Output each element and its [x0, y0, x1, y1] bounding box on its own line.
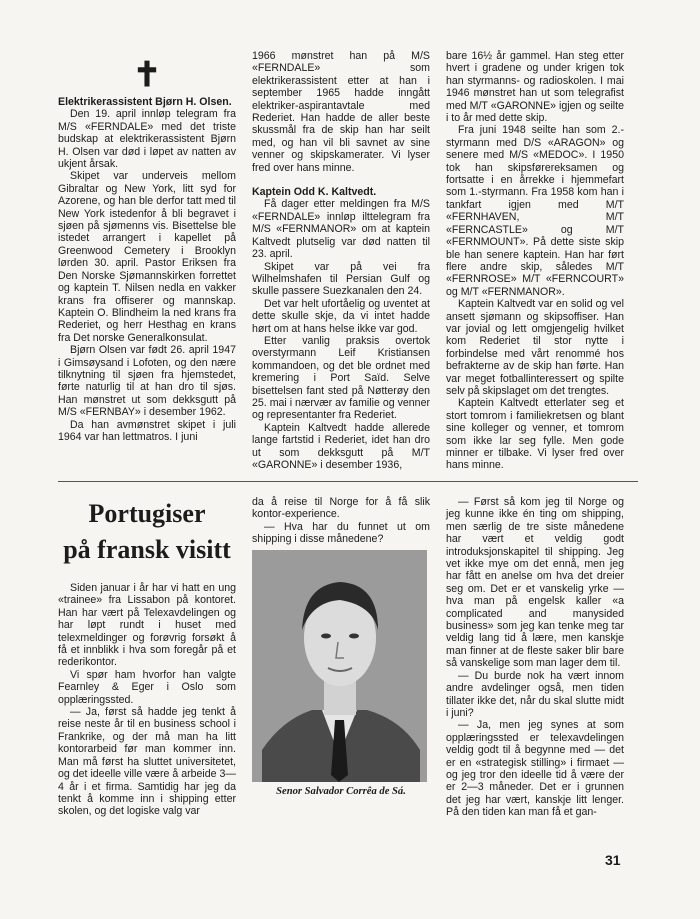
page-number: 31 [605, 852, 621, 868]
paragraph: Skipet var på vei fra Wilhelmshafen til Persian Gulf og skulle passere Suezkanalen den 24. [252, 260, 430, 298]
article-title-line-1: Portugiser [88, 499, 206, 528]
paragraph: — Hva har du funnet ut om shipping i disse månedene? [252, 520, 430, 546]
paragraph: Kaptein Kaltvedt hadde allerede lange fartstid i Rederiet, idet han dro ut som dekksgutt på M/T «GARONNE» i desember 1936, [252, 421, 430, 471]
obituary-column-2 [252, 50, 430, 471]
article-title [58, 496, 236, 568]
article-title-line-2: på fransk visitt [63, 535, 231, 564]
obituary-heading-kaltvedt: Kaptein Odd K. Kaltvedt. [252, 186, 377, 199]
paragraph: Den 19. april innløp telegram fra M/S «FERNDALE» med det triste budskap at elektrikerassistent Bjørn H. Olsen var død i løpet av natten av ukjent årsak. [58, 108, 236, 171]
article-column-1 [58, 490, 236, 818]
paragraph: — Ja, først så hadde jeg tenkt å reise neste år til en business school i Frankrike, og der må man ha litt kontorarbeid før man kommer inn. Man må først ha sluttet universitetet, og det ideelle ville være å arbeide 3—4 år i et firma. Samtidig har jeg da tenkt å komme inn i shipping etter skolen, og det logiske valg var [58, 706, 236, 818]
paragraph: Skipet var underveis mellom Gibraltar og New York, litt syd for Azorene, og han ble derfor tatt med til New York istedenfor å bli begravet i sjøen på sjømenns vis. Bisettelse ble istedet arrangert i kapellet på Greenwood Cemetery i Brooklyn lørden 30. april. Pastor Eriksen fra Den Norske Sjømannskirken forrettet og kaptein T. Nilsen nedla en vakker krans fra offiserer og mannskap. Kaptein O. Blindheim la ned krans fra Rederiet, og herr Hesthag en krans fra Det norske Generalkonsulat. [58, 170, 236, 344]
obituary-column-3 [446, 50, 624, 472]
paragraph: Få dager etter meldingen fra M/S «FERNDALE» innløp ilttelegram fra M/S «FERNMANOR» om at kaptein Kaltvedt plutselig var død natten til 23. april. [252, 198, 430, 261]
cross-icon: ✝ [132, 55, 162, 95]
paragraph: Fra juni 1948 seilte han som 2.-styrmann med D/S «ARAGON» og senere med M/S «MEDOC». I 1950 tok han skipsførereksamen og fortsatte i en årrekke i hjemmefart som 1.-styrmann. Fra 1958 kom han i tankfart igjen med M/T «FERNHAVEN, M/T «FERNCASTLE» og M/T «FERNMOUNT». På dette siste skip ble han senere kaptein. Han har ført flere andre skip, således M/T «FERNROSE» M/T «FERNCOURT» og M/T «FERNMANOR». [446, 124, 624, 298]
paragraph: — Ja, men jeg synes at som opplæringssted er telexavdelingen veldig godt til å begynne med — det er en «strategisk stilling» i firmaet — og jeg tror den ideelle tid å være der er 2—3 måneder. Det er i grunnen det jeg har vært, kanskje litt lenger. På den tiden kan man få et gan- [446, 719, 624, 819]
paragraph: da å reise til Norge for å få slik kontor-experience. [252, 496, 430, 521]
portrait-illustration [252, 550, 427, 782]
paragraph: Vi spør ham hvorfor han valgte Fearnley & Eger i Oslo som opplæringssted. [58, 668, 236, 706]
paragraph: Siden januar i år har vi hatt en ung «trainee» fra Lissabon på kontoret. Han har vært på Telexavdelingen og har løpt rundt i huset med telexmeldinger og forøvrig forsøkt å få et innblikk i hva som foregår på et rederikontor. [58, 582, 236, 669]
paragraph: Kaptein Kaltvedt var en solid og vel ansett sjømann og skipsoffiser. Han var jovial og lett omgjengelig hvilket kom Rederiet til stor nytte i forbindelse med vårt renommé hos befrakterne av de skip han førte. Han var meget fotballinteressert og spilte selv på skipslaget om det trengtes. [446, 298, 624, 397]
paragraph: 1966 mønstret han på M/S «FERNDALE» som elektrikerassistent etter at han i september 1965 hadde inngått elektriker-aspirantavtale med Rederiet. Han hadde de aller beste skussmål fra de skip han har seilt med, og han vil bli savnet av sine venner og skipskamerater. Vi lyser fred over hans minne. [252, 50, 430, 174]
paragraph: Da han avmønstret skipet i juli 1964 var han lettmatros. I juni [58, 418, 236, 443]
paragraph: Etter vanlig praksis overtok overstyrmann Leif Kristiansen kommandoen, og det ble ordnet med kremering i Port Saïd. Selve bisettelsen fant sted på Nøtterøy den 25. mai i nærvær av familie og venner og representanter fra Rederiet. [252, 334, 430, 422]
obituary-heading-olsen: Elektrikerassistent Bjørn H. Olsen. [58, 96, 232, 108]
paragraph: Kaptein Kaltvedt etterlater seg et stort tomrom i familiekretsen og blant sine kolleger og venner, et tomrom som ikke lar seg fylle. Men gode minner er tilbake. Vi lyser fred over hans minne. [446, 397, 624, 472]
paragraph: bare 16½ år gammel. Han steg etter hvert i gradene og under krigen tok han styrmanns- og radioskolen. I mai 1946 mønstret han ut som telegrafist med M/T «GARONNE» igjen og seilte i to år med dette skip. [446, 50, 624, 125]
photo-caption: Senor Salvador Corrêa de Sá. [276, 785, 406, 797]
paragraph: Bjørn Olsen var født 26. april 1947 i Gimsøysand i Lofoten, og den nære tilknytning til sjøen fra hjemstedet, førte naturlig til at han dro til sjøs. Han mønstret ut som dekksgutt på M/S «FERNBAY» i desember 1962. [58, 344, 236, 419]
paragraph: — Du burde nok ha vært innom andre avdelinger også, men tiden tillater ikke det, når du skal slutte midt i juni? [446, 669, 624, 719]
paragraph: Det var helt ufortåelig og uventet at dette skulle skje, da vi intet hadde hørt om at hans helse ikke var god. [252, 297, 430, 335]
paragraph: — Først så kom jeg til Norge og jeg kunne ikke én ting om shipping, men særlig de tre siste månedene har vært et veldig godt introduksjonskapitel til shipping. Jeg vet ikke mye om det ennå, men jeg har fått en anelse om hva det dreier seg om. Det er et vanskelig yrke — hva man på engelsk kaller «a complicated and manysided business» som jeg kan tenke meg tar veldig lang tid å lære, men kanskje man finner at de fleste saker blir bare så vanskelige som man lager dem til. [446, 496, 624, 670]
portrait-photo [252, 550, 427, 782]
obituary-column-1 [58, 55, 236, 443]
section-divider [58, 481, 638, 482]
article-column-2 [252, 496, 430, 798]
article-column-3 [446, 496, 624, 819]
